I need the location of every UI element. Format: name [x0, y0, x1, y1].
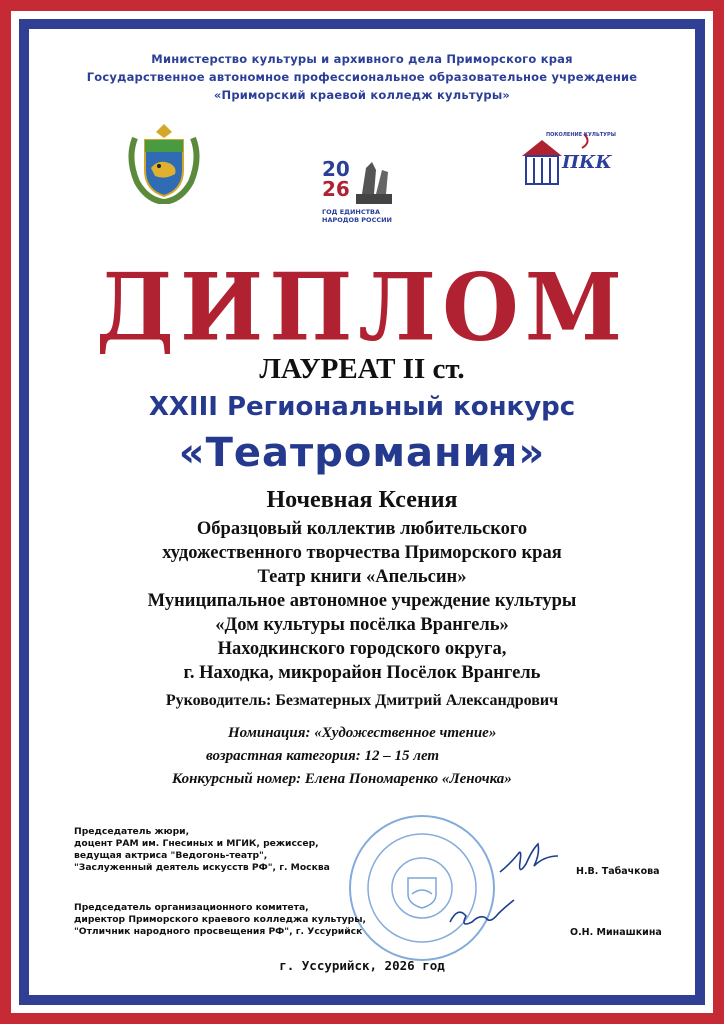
contest-title: XXIII Региональный конкурс — [148, 392, 576, 422]
organization-line: г. Находка, микрорайон Посёлок Врангель — [183, 663, 541, 683]
college-logo-mark: ПКК — [562, 152, 612, 173]
organization-line: Находкинского городского округа, — [217, 639, 507, 659]
organization-line: художественного творчества Приморского края — [162, 543, 562, 563]
year-bottom: 26 — [322, 177, 350, 201]
jury-chair-signature-icon — [496, 838, 562, 882]
college-logo — [518, 128, 616, 188]
college-name-line: «Приморский краевой колледж культуры» — [213, 88, 511, 102]
role-line: Председатель организационного комитета, — [74, 902, 309, 913]
organization-line: Театр книги «Апельсин» — [257, 567, 467, 587]
ministry-line: Министерство культуры и архивного дела Приморского края — [151, 52, 573, 66]
year-of-unity-logo — [322, 157, 402, 232]
contest-number: Конкурсный номер: Елена Пономаренко «Леночка» — [172, 771, 512, 787]
primorsky-coat-of-arms-icon — [125, 120, 203, 204]
nomination: Номинация: «Художественное чтение» — [228, 725, 497, 741]
age-category: возрастная категория: 12 – 15 лет — [206, 748, 440, 764]
committee-chair-role — [74, 902, 366, 938]
year-caption-1: ГОД ЕДИНСТВА — [322, 208, 381, 216]
role-line: "Отличник народного просвещения РФ", г. Уссурийск — [74, 926, 363, 937]
organization-line: «Дом культуры посёлка Врангель» — [215, 615, 509, 635]
organization-line: Образцовый коллектив любительского — [196, 519, 528, 539]
monument-icon — [350, 160, 398, 204]
role-line: доцент РАМ им. Гнесиных и МГИК, режиссер, — [74, 838, 319, 849]
role-line: ведущая актриса "Ведогонь-театр", — [74, 850, 268, 861]
organization-line: Муниципальное автономное учреждение культуры — [147, 591, 577, 611]
contest-name: «Театромания» — [178, 430, 546, 476]
diploma-title: ДИПЛОМ — [95, 252, 629, 362]
laureate-degree: ЛАУРЕАТ II ст. — [259, 353, 465, 385]
institution-type-line: Государственное автономное профессиональное образовательное учреждение — [86, 70, 638, 84]
year-caption-2: НАРОДОВ РОССИИ — [322, 216, 393, 224]
participant-name: Ночевная Ксения — [266, 487, 458, 513]
role-line: директор Приморского краевого колледжа культуры, — [74, 914, 367, 925]
leader-line: Руководитель: Безматерных Дмитрий Александрович — [165, 692, 559, 709]
committee-chair-name: О.Н. Минашкина — [570, 927, 662, 938]
role-line: "Заслуженный деятель искусств РФ", г. Москва — [74, 862, 330, 873]
year-top: 20 — [322, 157, 350, 181]
jury-chair-name: Н.В. Табачкова — [576, 866, 660, 877]
jury-chair-role — [74, 826, 330, 874]
college-logo-label: ПОКОЛЕНИЕ КУЛЬТУРЫ — [546, 132, 616, 138]
organization-block — [0, 517, 724, 685]
role-line: Председатель жюри, — [74, 826, 190, 837]
official-stamp — [342, 808, 502, 968]
committee-chair-signature-icon — [444, 898, 524, 934]
place-and-year: г. Уссурийск, 2026 год — [279, 958, 445, 973]
